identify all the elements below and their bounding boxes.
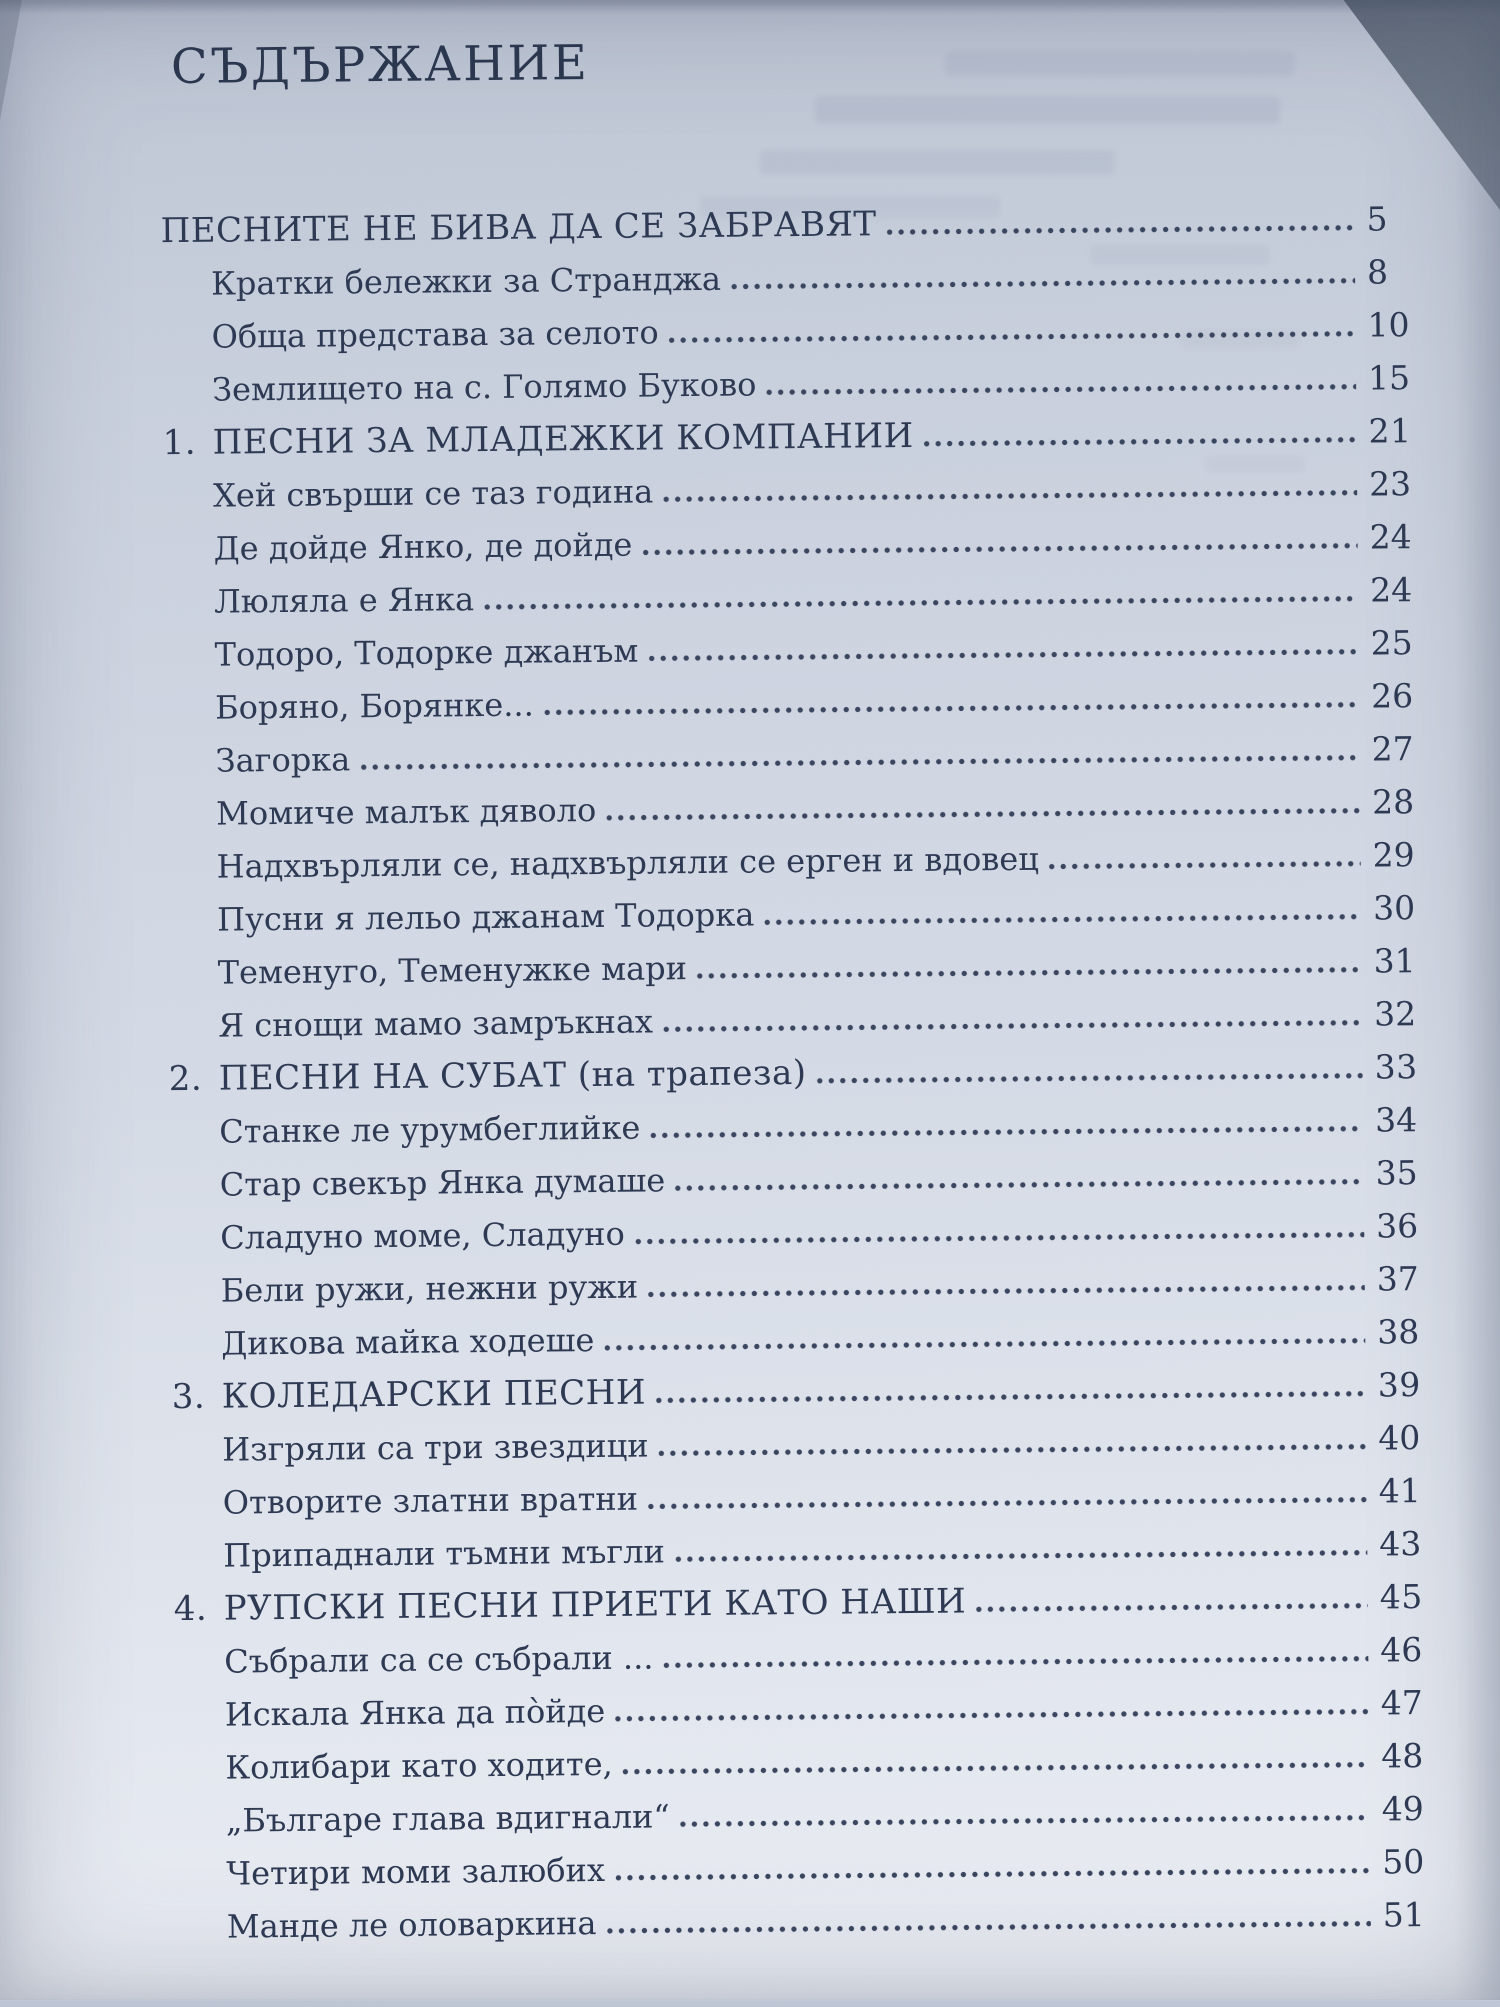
page-number: 49 (1381, 1789, 1424, 1829)
dot-leader (1049, 861, 1361, 870)
photo-top-shadow (0, 0, 1500, 14)
dot-leader (976, 1603, 1368, 1613)
dot-leader (360, 755, 1359, 771)
dot-leader (544, 702, 1359, 716)
dot-leader (663, 490, 1357, 503)
dot-leader (648, 649, 1358, 662)
dot-leader (635, 1232, 1364, 1245)
dot-leader (606, 1921, 1370, 1934)
page-number: 41 (1378, 1471, 1421, 1511)
toc-entry-label: Тодоро, Тодорке джанъм (214, 631, 639, 674)
dot-leader (680, 1815, 1370, 1828)
dot-leader (766, 384, 1356, 396)
section-number: 3. (171, 1376, 206, 1418)
toc-entry-label: Сладуно моме, Сладуно (220, 1214, 625, 1257)
page-number: 45 (1379, 1577, 1423, 1617)
page-number: 39 (1377, 1365, 1421, 1405)
toc-entry-label: Обща представа за селото (211, 313, 659, 356)
toc-entry-label: Отворите златни вратни (222, 1479, 639, 1522)
dot-leader (648, 1497, 1367, 1510)
page-number: 38 (1377, 1312, 1420, 1352)
dot-leader (650, 1126, 1363, 1139)
toc-entry-label: „Българе глава вдигнали“ (225, 1797, 670, 1840)
dot-leader (615, 1868, 1370, 1881)
dot-leader (623, 1762, 1370, 1775)
toc-entry-label: Надхвърляли се, надхвърляли се ерген и вдовец (216, 839, 1040, 886)
dot-leader (731, 278, 1355, 290)
page-number: 26 (1370, 676, 1414, 716)
dot-leader (484, 596, 1358, 610)
page-number: 47 (1380, 1683, 1423, 1723)
page-number: 46 (1380, 1630, 1423, 1670)
page-number: 30 (1372, 888, 1416, 928)
dot-leader (659, 1444, 1367, 1457)
page-number: 32 (1373, 994, 1417, 1034)
dot-leader (697, 967, 1362, 979)
page-number: 27 (1371, 729, 1414, 769)
page-number: 8 (1366, 252, 1389, 292)
toc-entry-label: Теменуго, Теменужке мари (217, 949, 688, 992)
page-number: 36 (1376, 1206, 1419, 1246)
page-number: 50 (1382, 1842, 1425, 1882)
toc-entry-label: РУПСКИ ПЕСНИ ПРИЕТИ КАТО НАШИ (223, 1581, 967, 1629)
toc-entry-label: Хей свърши се таз година (212, 472, 654, 515)
page-number: 28 (1371, 782, 1415, 822)
page-number: 31 (1373, 941, 1416, 981)
page-edge-shadow (1454, 150, 1500, 2000)
dot-leader (764, 914, 1361, 926)
dot-leader (675, 1550, 1368, 1563)
toc-entry-label: Стар свекър Янка думаше (219, 1161, 666, 1204)
toc-entry-label: КОЛЕДАРСКИ ПЕСНИ (221, 1372, 647, 1417)
toc-entry-label: Я снощи мамо замръкнах (218, 1002, 654, 1045)
dot-leader (648, 1285, 1365, 1298)
page-number: 23 (1368, 464, 1412, 504)
toc-entry-label: ПЕСНИ НА СУБАТ (на трапеза) (218, 1052, 807, 1099)
toc-entry-label: ПЕСНИ ЗА МЛАДЕЖКИ КОМПАНИИ (212, 415, 914, 463)
toc-list (160, 199, 1459, 1960)
page-number: 10 (1367, 305, 1410, 345)
page-number: 34 (1374, 1100, 1418, 1140)
toc-entry-label: Боряно, Борянке... (214, 685, 534, 727)
dot-leader (924, 437, 1357, 447)
toc-entry-label: Землището на с. Голямо Буково (211, 365, 757, 409)
page-number: 37 (1376, 1259, 1419, 1299)
dot-leader (663, 1020, 1362, 1033)
page-number: 51 (1382, 1895, 1425, 1935)
toc-entry-label: Четири моми залюбих (226, 1850, 606, 1893)
dot-leader (675, 1179, 1364, 1192)
dot-leader (604, 1338, 1365, 1351)
toc-entry-label: Изгряли са три звездици (222, 1426, 649, 1469)
dot-leader (642, 543, 1357, 556)
dot-leader (817, 1073, 1363, 1084)
page-number: 40 (1378, 1418, 1421, 1458)
toc-entry-label: Станке ле урумбеглийке (219, 1108, 641, 1151)
dot-leader (606, 808, 1360, 821)
dot-leader (656, 1391, 1366, 1404)
toc-entry-label: Люляла е Янка (213, 580, 475, 621)
toc-entry-label: Бели ружи, нежни ружи (220, 1267, 639, 1310)
dot-leader (669, 331, 1356, 344)
toc-entry-label: Пусни я лельо джанам Тодорка (217, 895, 755, 939)
dot-leader (615, 1709, 1369, 1722)
page-number: 25 (1370, 623, 1413, 663)
toc-entry-label: Колибари като ходите, (225, 1744, 613, 1787)
toc-entry-label: Събрали са се събрали ... (224, 1638, 654, 1681)
page-title: СЪДЪРЖАНИЕ (170, 35, 590, 96)
page-number: 43 (1379, 1524, 1422, 1564)
toc-entry-label: Дикова майка ходеше (221, 1321, 595, 1363)
toc-entry-label: Загорка (215, 740, 351, 780)
toc-entry-label: Искала Янка да по̀йде (224, 1691, 606, 1734)
toc-entry-label: Припаднали тъмни мъгли (223, 1532, 665, 1575)
page-number: 5 (1366, 199, 1389, 239)
toc-entry-label: Кратки бележки за Странджа (210, 259, 722, 303)
page-number: 29 (1372, 835, 1415, 875)
page-number: 15 (1367, 358, 1411, 398)
section-number: 2. (168, 1058, 203, 1100)
page-number: 21 (1368, 411, 1412, 451)
page-number: 33 (1374, 1047, 1418, 1087)
section-number: 4. (173, 1588, 208, 1630)
toc-entry-label: Момиче малък дяволо (216, 790, 597, 833)
dot-leader (887, 225, 1355, 235)
page-number: 24 (1369, 570, 1413, 610)
toc-entry-label: Манде ле оловаркина (226, 1904, 597, 1946)
page-number: 48 (1381, 1736, 1424, 1776)
toc-row (177, 1895, 1459, 1960)
page-number: 24 (1369, 517, 1412, 557)
dot-leader (664, 1656, 1369, 1669)
section-number: 1. (162, 422, 197, 464)
page-number: 35 (1375, 1153, 1418, 1193)
toc-entry-label: ПЕСНИТЕ НЕ БИВА ДА СЕ ЗАБРАВЯТ (160, 204, 877, 252)
toc-entry-label: Де дойде Янко, де дойде (213, 525, 633, 568)
